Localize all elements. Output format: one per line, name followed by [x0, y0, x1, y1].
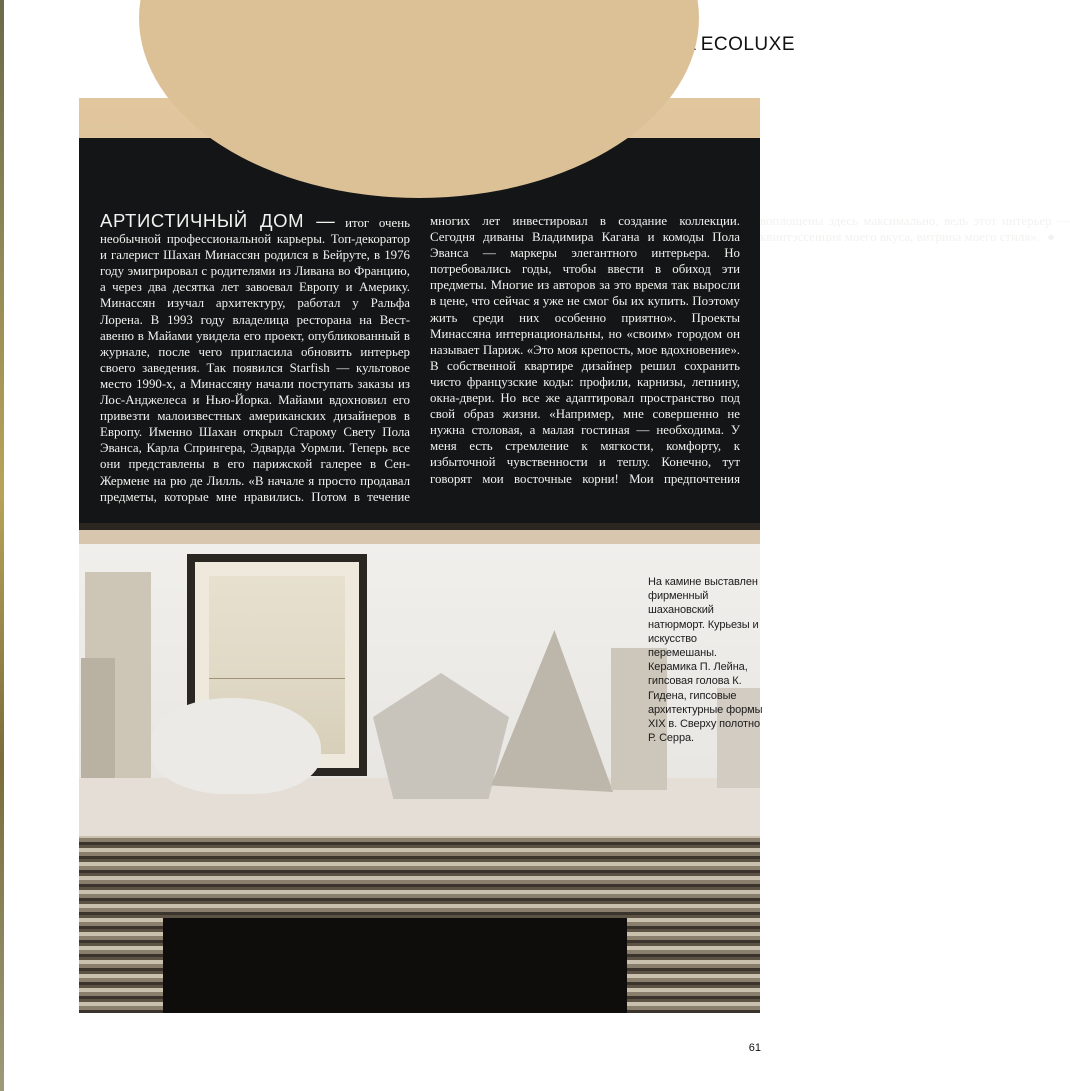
article-text: [100, 210, 1070, 518]
photo-caption: На камине выставлен фирменный шахановский натюрморт. Курьезы и искусство перемешаны. Керамика П. Лейна, гипсовая голова К. Гидена, гипсовые архитектурные формы XIX в. Сверху полотно Р. Серра.: [648, 576, 763, 745]
end-mark: ●: [1047, 230, 1055, 245]
page-number: 61: [748, 1042, 761, 1054]
wooden-shelf: [79, 530, 760, 544]
adjacent-page-edge: [0, 0, 4, 1091]
article-lead: АРТИСТИЧНЫЙ ДОМ —: [100, 210, 336, 231]
fireplace-opening: [163, 918, 627, 1013]
plaster-head-sculpture: [151, 698, 321, 794]
article-body: итог очень необычной профессиональной карьеры. Топ-декоратор и галерист Шахан Минассян родился в Бейруте, в 1976 году эмигрировал с родителями из Ливана во Францию, а через два десятка лет завоевал Европу и Америку. Минассян изучал архитектуру, работал у Ральфа Лорена. В 1993 году владелица ресторана на Вест-авеню в Майами увидела его проект, опубликованный в журнале, после чего пригласила обновить интерьер своего заведения. Так появился Starfish — культовое место 1990-х, а Минассяну начали поступать заказы из Лос-Анджелеса и Нью-Йорка. Майами вдохновил его привезти малоизвестных американских дизайнеров в Европу. Именно Шахан открыл Старому Свету Пола Эванса, Карла Спрингера, Эдварда Уормли. Теперь все они представлены в его парижской галерее в Сен-Жермене на рю де Лилль. «В начале я просто продавал предметы, которые мне нравились. Потом в течение многих лет инвестировал в создание коллекции. Сегодня диваны Владимира Кагана и комоды Пола Эванса — маркеры элегантного интерьера. Но потребовались годы, чтобы ввести в обиход эти предметы. Многие из авторов за это время так выросли в цене, что сейчас я уже не смог бы их купить. Поэтому жить среди них особенно приятно». Проекты Минассяна интернациональны, но «своим» городом он называет Париж. «Это моя крепость, мое вдохновение». В собственной квартире дизайнер решил сохранить чисто французские коды: профили, карнизы, лепнину, окна-двери. Но все же адаптировал пространство под свой образ жизни. «Например, мне совершенно не нужна столовая, а малая гостиная — необходима. У меня есть стремление к мягкости, комфорту, к избыточной чувственности и теплу. Конечно, тут говорят мои восточные корни! Мои предпочтения воплощены здесь максимально, ведь этот интерьер — квинтэссенция моего вкуса, витрина моего стиля».: [100, 214, 1070, 504]
artwork-horizon-line: [209, 678, 345, 679]
ceramic-slab-small: [81, 658, 115, 786]
section-title: ECOLUXE: [700, 34, 795, 55]
